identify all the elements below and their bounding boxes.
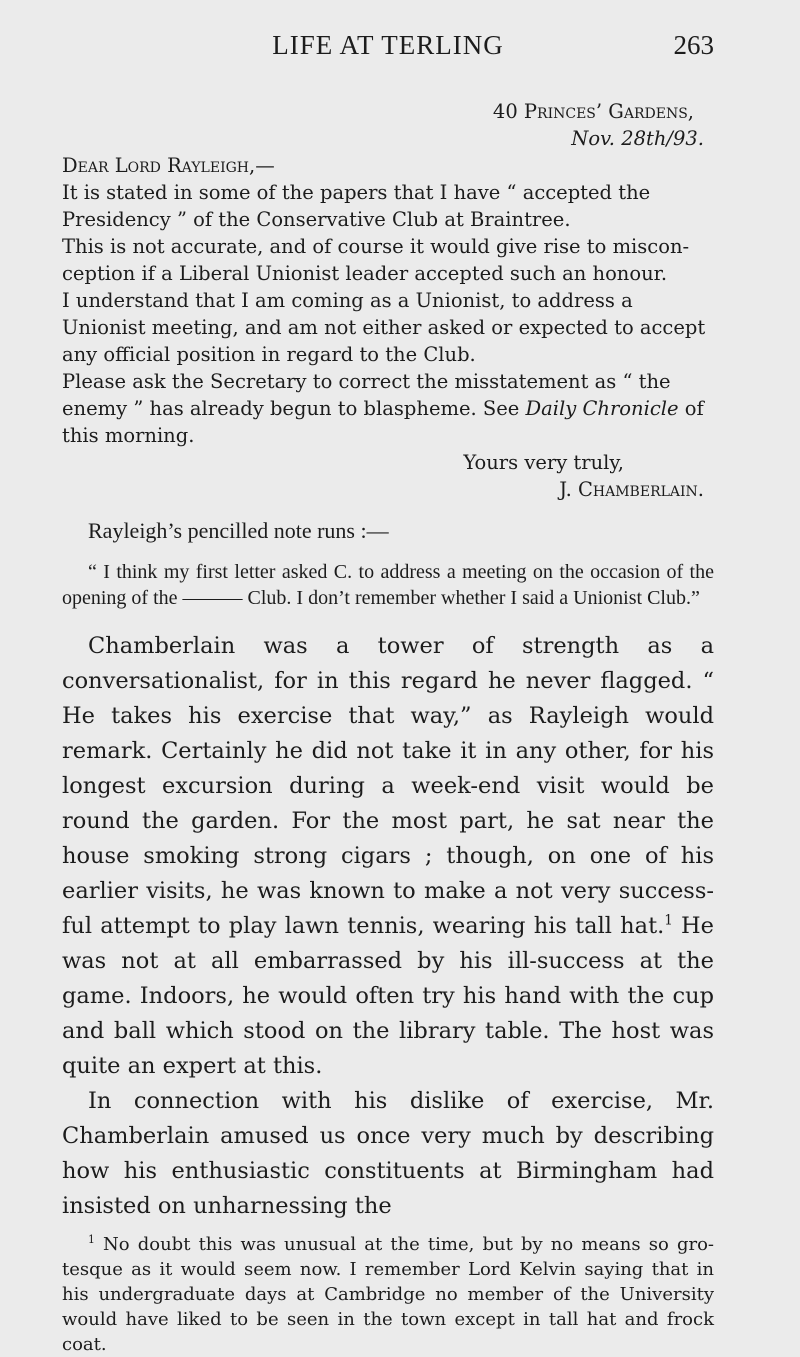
page-body [62, 98, 714, 1357]
footnote-marker: 1 [664, 912, 673, 929]
letter [62, 98, 714, 503]
footnote [62, 1232, 714, 1357]
page-header [62, 30, 714, 74]
pencil-note-intro: Rayleigh’s pencilled note runs :— [88, 518, 389, 543]
letter-text: Please ask the Secretary to correct the misstatement as “ the enemy ” has already begun to blaspheme. See [62, 370, 671, 420]
letter-date: Nov. 28th/93. [571, 127, 704, 150]
letter-salutation: Dear Lord Rayleigh,— [62, 154, 275, 177]
letter-paragraph [62, 368, 714, 449]
letter-paragraph: I understand that I am coming as a Unionist, to address a Unionist meeting, and am not either asked or expected to accept any official position in regard to the Club. [62, 289, 706, 366]
footnote-number: 1 [88, 1233, 95, 1246]
running-title: LIFE AT TERLING [272, 30, 504, 60]
page-number: 263 [673, 30, 714, 60]
paragraph-text: Chamberlain was a tower of strength as a conversationalist, for in this regard he never flagged. “ He takes his exercise that way,” as Rayleigh would remark. Certainly he did not take it in any other, for his longest excursion during a week-end visit would be round the garden. For the most part, he sat near the house smoking strong cigars ; though, on one of his earlier visits, he was known to make a not very success-ful attempt to play lawn tennis, wearing his tall hat. [62, 633, 714, 939]
body-paragraph [62, 629, 714, 1084]
letter-paragraph: This is not accurate, and of course it would give rise to miscon-ception if a Liberal Unionist leader accepted such an honour. [62, 235, 690, 285]
newspaper-title: Daily Chronicle [525, 397, 679, 420]
letter-paragraph: It is stated in some of the papers that I have “ accepted the Presidency ” of the Conservative Club at Braintree. [62, 181, 651, 231]
letter-closing: Yours very truly, [463, 451, 624, 474]
pencil-note-quote: “ I think my first letter asked C. to address a meeting on the occasion of the opening of the ——— Club. I don’t remember whether I said a Unionist Club.” [62, 561, 714, 609]
letter-address: 40 Princes’ Gardens, [492, 100, 694, 123]
body-paragraph: In connection with his dislike of exercise, Mr. Chamberlain amused us once very much by describing how his enthusiastic constituents at Birmingham had insisted on unharnessing the [62, 1088, 714, 1219]
footnote-text: No doubt this was unusual at the time, but by no means so gro-tesque as it would seem now. I remember Lord Kelvin saying that in his undergraduate days at Cambridge no member of the University would have liked to be seen in the town except in tall hat and frock coat. [62, 1234, 715, 1355]
paragraph-text: He was not at all embarrassed by his ill-success at the game. Indoors, he would often try his hand with the cup and ball which stood on the library table. The host was quite an expert at this. [62, 913, 714, 1079]
letter-text: of this morning. [62, 397, 704, 447]
letter-signature: J. Chamberlain. [559, 478, 704, 501]
